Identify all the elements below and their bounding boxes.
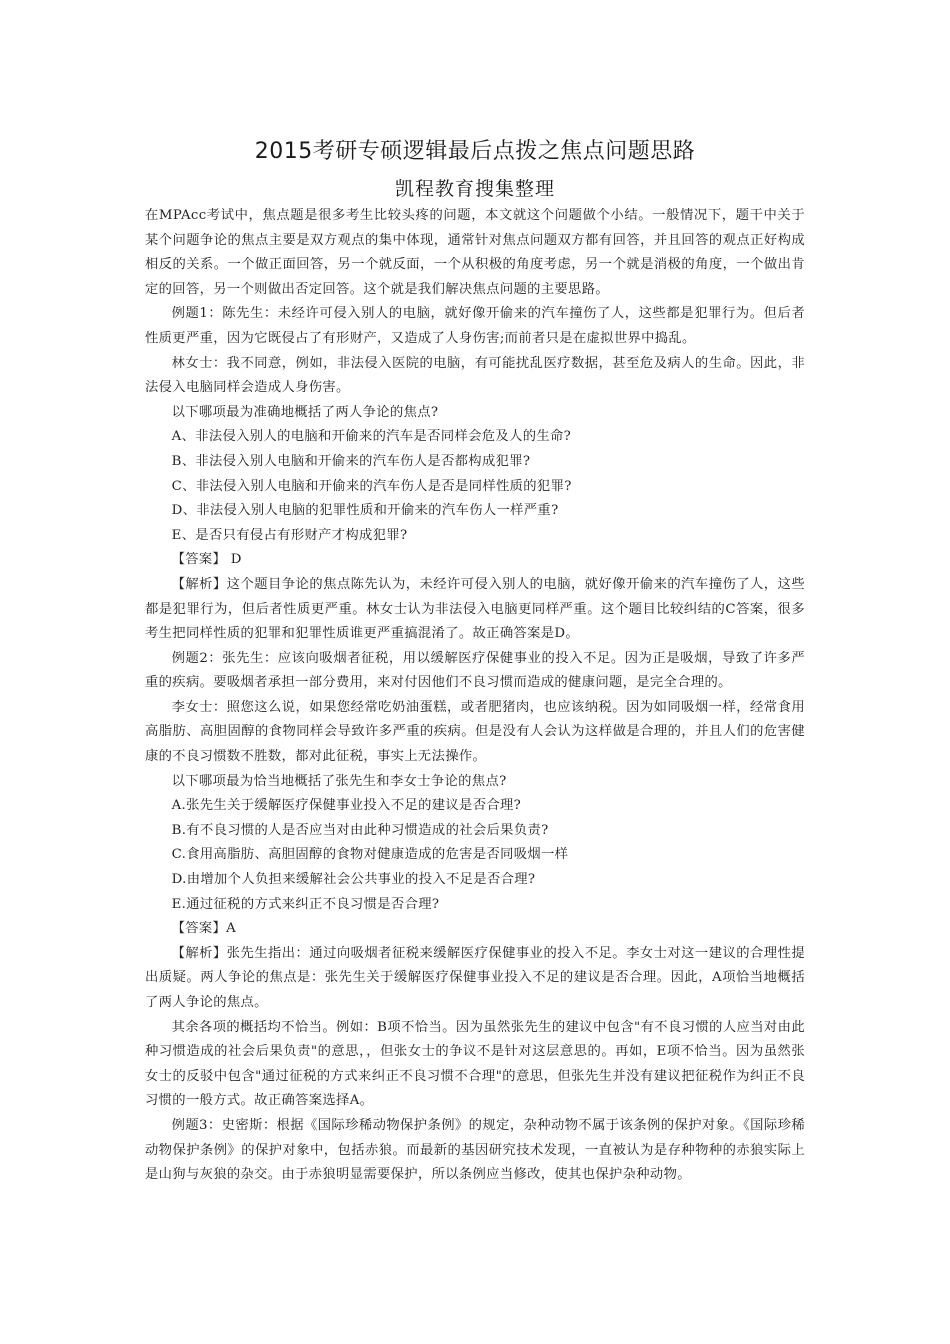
example2-question: 以下哪项最为恰当地概括了张先生和李女士争论的焦点? <box>171 773 507 789</box>
example1-option-e: E、是否只有侵占有形财产才构成犯罪? <box>171 527 408 543</box>
document-body <box>145 204 805 1188</box>
page-title: 2015考研专硕逻辑最后点拨之焦点问题思路 <box>254 139 696 164</box>
example2-other-options: 其余各项的概括均不恰当。例如：B项不恰当。因为虽然张先生的建议中包含"有不良习惯的人应当对由此种习惯造成的社会后果负责"的意思，，但张女士的争议不是针对这层意思的。再如，E项不恰当。因为虽然张女士的反驳中包含"通过征税的方式来纠正不良习惯不合理"的意思，但张先生并没有建议把征税作为纠正不良习惯的一般方式。故正确答案选择A。 <box>145 1019 805 1109</box>
example2-analysis: 【解析】张先生指出：通过向吸烟者征税来缓解医疗保健事业的投入不足。李女士对这一建议的合理性提出质疑。两人争论的焦点是：张先生关于缓解医疗保健事业投入不足的建议是否合理。因此，A项恰当地概括了两人争论的焦点。 <box>145 945 805 1010</box>
example1-option-b: B、非法侵入别人电脑和开偷来的汽车伤人是否都构成犯罪? <box>171 453 531 469</box>
example1-answer: 【答案】 D <box>171 552 242 568</box>
example1-chen-statement: 例题1：陈先生：未经许可侵入别人的电脑，就好像开偷来的汽车撞伤了人，这些都是犯罪行为。但后者性质更严重，因为它既侵占了有形财产，又造成了人身伤害;而前者只是在虚拟世界中捣乱。 <box>145 306 805 346</box>
example2-option-a: A.张先生关于缓解医疗保健事业投入不足的建议是否合理? <box>171 798 522 814</box>
example2-answer: 【答案】A <box>171 921 237 937</box>
example2-option-b: B.有不良习惯的人是否应当对由此种习惯造成的社会后果负责? <box>171 822 549 838</box>
example1-lin-statement: 林女士：我不同意，例如，非法侵入医院的电脑，有可能扰乱医疗数据，甚至危及病人的生命。因此，非法侵入电脑同样会造成人身伤害。 <box>145 355 805 396</box>
example2-zhang-statement: 例题2：张先生：应该向吸烟者征税，用以缓解医疗保健事业的投入不足。因为正是吸烟，导致了许多严重的疾病。要吸烟者承担一部分费用，来对付因他们不良习惯而造成的健康问题，是完全合理的。 <box>145 650 805 691</box>
example1-option-a: A、非法侵入别人的电脑和开偷来的汽车是否同样会危及人的生命? <box>171 429 572 445</box>
example3-smith-statement: 例题3：史密斯：根据《国际珍稀动物保护条例》的规定，杂种动物不属于该条例的保护对象。《国际珍稀动物保护条例》的保护对象中，包括赤狼。而最新的基因研究技术发现，一直被认为是存种物种的赤狼实际上是山狗与灰狼的杂交。由于赤狼明显需要保护，所以条例应当修改，使其也保护杂种动物。 <box>145 1117 805 1183</box>
page-subtitle: 凯程教育搜集整理 <box>394 178 555 200</box>
example2-option-d: D.由增加个人负担来缓解社会公共事业的投入不足是否合理? <box>171 872 536 888</box>
example2-option-c: C.食用高脂肪、高胆固醇的食物对健康造成的危害是否同吸烟一样 <box>171 847 569 863</box>
example2-option-e: E.通过征税的方式来纠正不良习惯是否合理? <box>171 896 440 912</box>
example1-question: 以下哪项最为准确地概括了两人争论的焦点? <box>171 404 439 420</box>
example1-analysis: 【解析】这个题目争论的焦点陈先认为，未经许可侵入别人的电脑，就好像开偷来的汽车撞伤了人，这些都是犯罪行为，但后者性质更严重。林女士认为非法侵入电脑更同样严重。这个题目比较纠结的C答案，很多考生把同样性质的犯罪和犯罪性质谁更严重搞混淆了。故正确答案是D。 <box>145 576 805 642</box>
intro-paragraph: 在MPAcc考试中，焦点题是很多考生比较头疼的问题，本文就这个问题做个小结。一般情况下，题干中关于某个问题争论的焦点主要是双方观点的集中体现，通常针对焦点问题双方都有回答，并且回答的观点正好构成相反的关系。一个做正面回答，另一个就反面，一个从积极的角度考虑，另一个就是消极的角度，一个做出肯定的回答，另一个则做出否定回答。这个就是我们解决焦点问题的主要思路。 <box>145 208 805 297</box>
example1-option-c: C、非法侵入别人电脑和开偷来的汽车伤人是否是同样性质的犯罪? <box>171 478 572 494</box>
example2-li-statement: 李女士：照您这么说，如果您经常吃奶油蛋糕，或者肥猪肉，也应该纳税。因为如同吸烟一样，经常食用高脂肪、高胆固醇的食物同样会导致许多严重的疾病。但是没有人会认为这样做是合理的，并且人们的危害健康的不良习惯数不胜数，都对此征税，事实上无法操作。 <box>145 699 805 765</box>
example1-option-d: D、非法侵入别人电脑的犯罪性质和开偷来的汽车伤人一样严重? <box>171 503 559 519</box>
